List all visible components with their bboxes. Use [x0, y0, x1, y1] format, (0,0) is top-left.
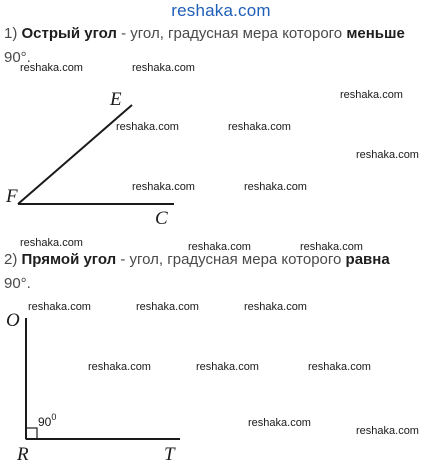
watermark: reshaka.com — [228, 121, 291, 133]
point-e-label: E — [110, 89, 122, 110]
acute-number: 1) — [4, 25, 18, 42]
watermark: reshaka.com — [132, 62, 195, 74]
watermark: reshaka.com — [20, 237, 83, 249]
right-number: 2) — [4, 251, 18, 268]
right-comparison: равна — [345, 251, 390, 268]
right-value: 90°. — [4, 275, 31, 292]
watermark: reshaka.com — [244, 301, 307, 313]
point-c-label: C — [155, 208, 168, 229]
acute-text: - угол, градусная мера которого — [116, 25, 347, 42]
right-term: Прямой угол — [21, 251, 117, 268]
watermark: reshaka.com — [308, 361, 371, 373]
point-t-label: T — [164, 444, 175, 465]
watermark: reshaka.com — [248, 417, 311, 429]
watermark: reshaka.com — [132, 181, 195, 193]
watermark: reshaka.com — [88, 361, 151, 373]
acute-term: Острый угол — [21, 25, 117, 42]
angle-degree-sup: 0 — [51, 412, 57, 422]
point-r-label: R — [17, 444, 29, 465]
site-title: reshaka.com — [171, 1, 271, 20]
watermark: reshaka.com — [356, 425, 419, 437]
watermark: reshaka.com — [116, 121, 179, 133]
watermark: reshaka.com — [340, 89, 403, 101]
right-angle-marker — [26, 428, 37, 439]
right-text: - угол, градусная мера которого — [116, 251, 346, 268]
point-f-label: F — [6, 186, 18, 207]
watermark: reshaka.com — [188, 241, 251, 253]
watermark: reshaka.com — [28, 301, 91, 313]
watermark: reshaka.com — [244, 181, 307, 193]
ray-fe — [18, 105, 132, 204]
acute-value: 90°. — [4, 49, 31, 66]
watermark: reshaka.com — [136, 301, 199, 313]
watermark: reshaka.com — [300, 241, 363, 253]
point-o-label: O — [6, 310, 20, 331]
watermark: reshaka.com — [196, 361, 259, 373]
watermark: reshaka.com — [356, 149, 419, 161]
acute-comparison: меньше — [346, 25, 405, 42]
angle-value: 90 — [38, 415, 52, 429]
angle-90-label — [38, 412, 56, 429]
watermark: reshaka.com — [20, 62, 83, 74]
